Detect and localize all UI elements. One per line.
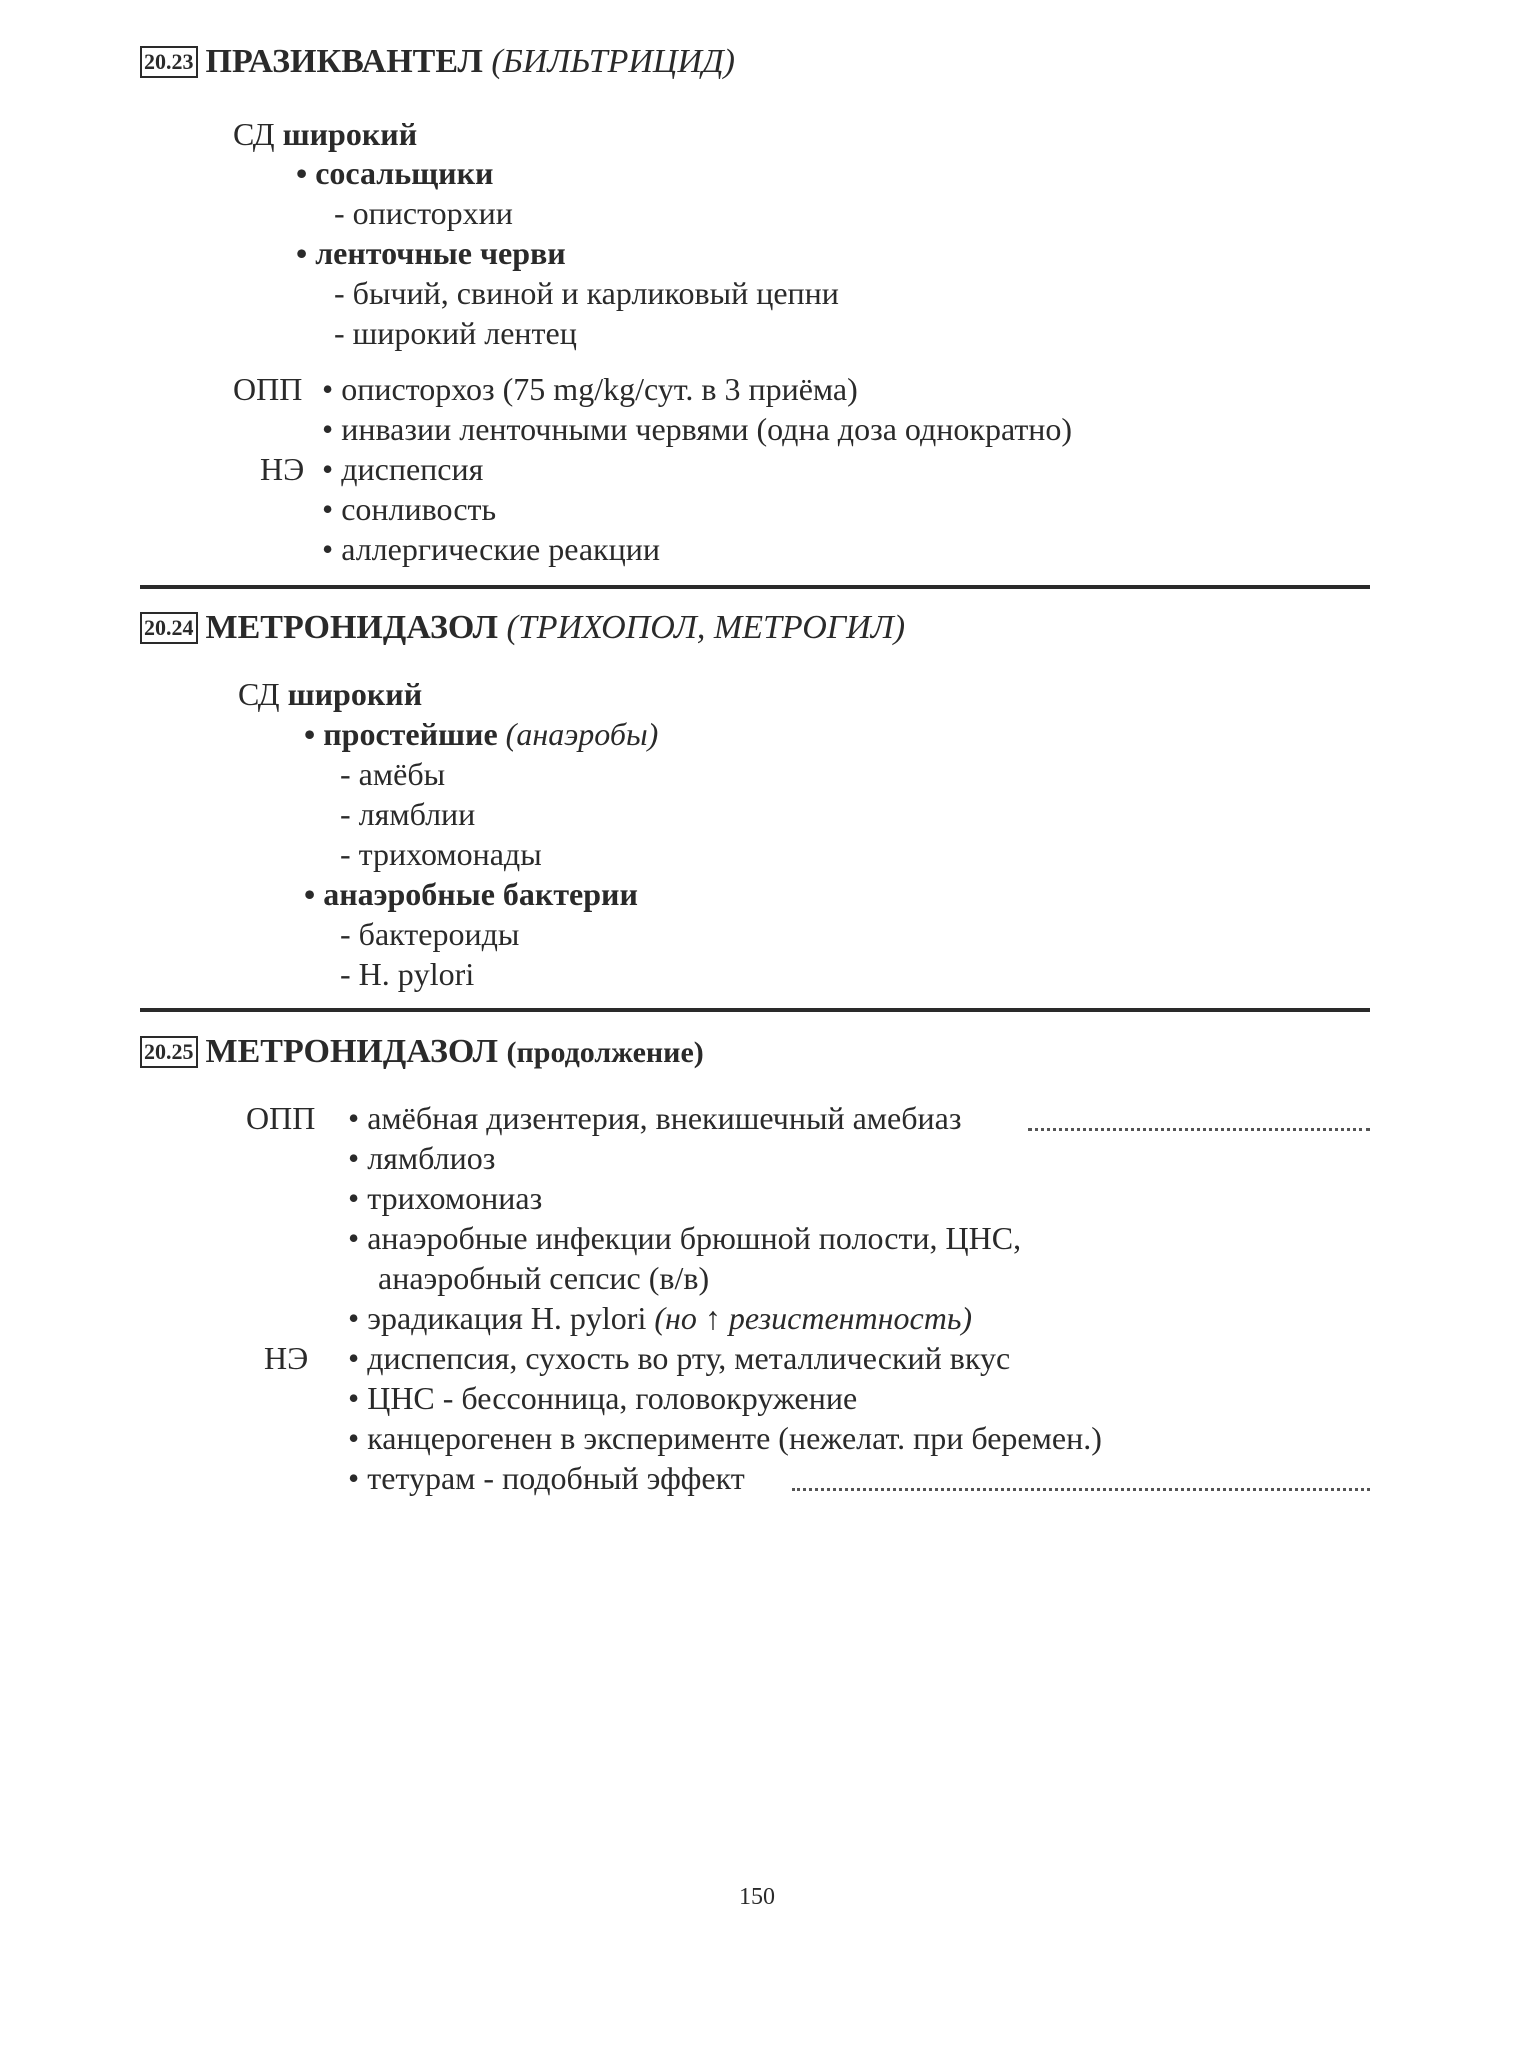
group-tapeworms: • ленточные черви — [296, 235, 566, 271]
list-item: • диспепсия — [322, 451, 484, 487]
section-heading-20-23 — [140, 40, 735, 84]
group-label: простейшие — [323, 716, 498, 752]
list-item — [348, 1298, 972, 1338]
list-item: • ЦНС - бессонница, головокружение — [348, 1380, 858, 1416]
group-flukes: • сосальщики — [296, 155, 494, 191]
list-item: • анаэробные инфекции брюшной полости, ЦНС, — [348, 1220, 1022, 1256]
adverse-effects-label: НЭ — [260, 451, 305, 487]
list-item: - описторхии — [334, 195, 513, 231]
list-item: • диспепсия, сухость во рту, металлический вкус — [348, 1340, 1011, 1376]
section-number: 20.23 — [140, 46, 198, 78]
list-item: - широкий лентец — [334, 315, 577, 351]
item-text: • эрадикация H. pylori — [348, 1300, 647, 1336]
group-protozoa — [304, 714, 658, 754]
list-item: • амёбная дизентерия, внекишечный амебиаз — [348, 1100, 962, 1136]
drug-trade-names: (БИЛЬТРИЦИД) — [491, 43, 735, 80]
list-item: - амёбы — [340, 756, 446, 792]
list-item: • аллергические реакции — [322, 531, 660, 567]
list-item: - H. pylori — [340, 956, 475, 992]
list-item: • трихомониаз — [348, 1180, 543, 1216]
dot-leader — [792, 1488, 1370, 1491]
group-note: (анаэробы) — [505, 716, 659, 752]
spectrum-label: СД — [233, 116, 275, 152]
drug-name: ПРАЗИКВАНТЕЛ — [205, 43, 483, 80]
section-number: 20.24 — [140, 612, 198, 644]
section-number: 20.25 — [140, 1036, 198, 1068]
list-item: - лямблии — [340, 796, 476, 832]
list-item: • канцерогенен в эксперименте (нежелат. при беремен.) — [348, 1420, 1102, 1456]
list-item: - бычий, свиной и карликовый цепни — [334, 275, 839, 311]
indications-label: ОПП — [233, 371, 303, 407]
section-heading-20-24 — [140, 606, 905, 650]
spectrum-value: широкий — [287, 676, 423, 712]
drug-name: МЕТРОНИДАЗОЛ — [205, 1033, 498, 1070]
item-note: (но ↑ резистентность) — [654, 1300, 973, 1336]
spectrum-value: широкий — [282, 116, 418, 152]
continuation-note: (продолжение) — [506, 1036, 704, 1069]
spectrum-label: СД — [238, 676, 280, 712]
section-divider — [140, 585, 1370, 589]
spectrum-line — [238, 674, 422, 714]
section-divider — [140, 1008, 1370, 1012]
list-item: • инвазии ленточными червями (одна доза однократно) — [322, 411, 1073, 447]
spectrum-line — [233, 114, 417, 154]
drug-name: МЕТРОНИДАЗОЛ — [205, 609, 498, 646]
list-item: • лямблиоз — [348, 1140, 496, 1176]
indications-label: ОПП — [246, 1100, 316, 1136]
section-heading-20-25 — [140, 1030, 704, 1075]
drug-trade-names: (ТРИХОПОЛ, МЕТРОГИЛ) — [506, 609, 906, 646]
group-anaerobic-bacteria: • анаэробные бактерии — [304, 876, 638, 912]
list-item: • тетурам - подобный эффект — [348, 1460, 745, 1496]
bullet: • — [304, 716, 316, 752]
page-number: 150 — [739, 1884, 775, 1910]
list-item-continuation: анаэробный сепсис (в/в) — [378, 1260, 710, 1296]
dot-leader — [1028, 1128, 1370, 1131]
adverse-effects-label: НЭ — [264, 1340, 309, 1376]
list-item: • описторхоз (75 mg/kg/сут. в 3 приёма) — [322, 371, 858, 407]
list-item: - бактероиды — [340, 916, 520, 952]
list-item: • сонливость — [322, 491, 497, 527]
list-item: - трихомонады — [340, 836, 542, 872]
